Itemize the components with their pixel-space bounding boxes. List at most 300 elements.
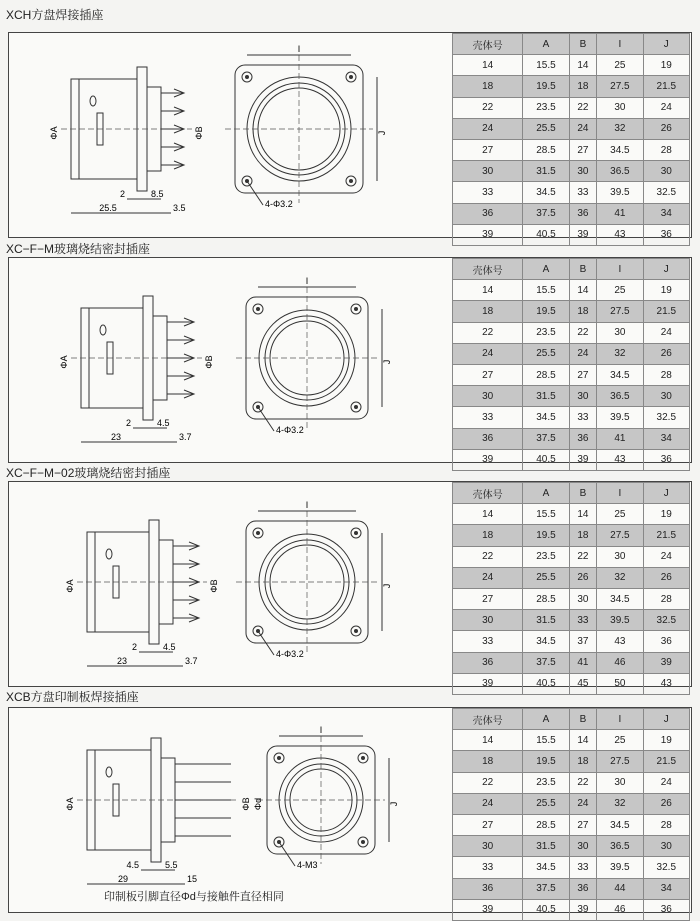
table-cell: 18 — [453, 751, 523, 772]
table-row — [453, 652, 690, 673]
table-cell: 28.5 — [523, 588, 569, 609]
table-cell: 32 — [597, 118, 643, 139]
table-row — [453, 878, 690, 899]
table-cell: 14 — [569, 504, 596, 525]
table-cell: 32 — [597, 567, 643, 588]
table-cell: 41 — [569, 652, 596, 673]
spec-table-xcb — [452, 708, 690, 921]
table-cell: 36 — [453, 428, 523, 449]
table-cell: 18 — [569, 301, 596, 322]
table-cell: 30 — [569, 386, 596, 407]
mounting-hole-center — [361, 756, 365, 760]
phiB-label: ΦB — [209, 579, 219, 593]
table-cell: 34.5 — [597, 139, 643, 160]
table-cell: 41 — [597, 428, 643, 449]
hole-callout: 4-Φ3.2 — [276, 425, 304, 435]
table-cell: 46 — [597, 899, 643, 920]
hole-callout: 4-Φ3.2 — [265, 199, 293, 209]
table-cell: 18 — [569, 76, 596, 97]
table-cell: 30 — [453, 836, 523, 857]
table-cell: 19 — [643, 55, 689, 76]
table-cell: 30 — [643, 161, 689, 182]
table-cell: 30 — [569, 836, 596, 857]
table-cell: 30 — [597, 772, 643, 793]
phiB-label: ΦB — [194, 126, 204, 140]
table-cell: 28 — [643, 364, 689, 385]
panel-xcfm — [8, 257, 692, 466]
table-cell: 28 — [643, 588, 689, 609]
dim-right: 3.7 — [179, 432, 192, 442]
column-header: B — [569, 259, 596, 280]
I-label: I — [297, 44, 301, 54]
column-header: I — [597, 259, 643, 280]
table-cell: 33 — [569, 857, 596, 878]
table-cell: 23.5 — [523, 322, 569, 343]
table-cell: 25 — [597, 730, 643, 751]
mounting-hole-center — [354, 307, 358, 311]
phiA-label: ΦA — [59, 355, 69, 369]
column-header: A — [523, 483, 569, 504]
table-cell: 24 — [643, 97, 689, 118]
table-cell: 36 — [453, 203, 523, 224]
table-cell: 44 — [597, 878, 643, 899]
column-header: J — [643, 483, 689, 504]
table-row — [453, 97, 690, 118]
I-label: I — [305, 500, 309, 510]
table-row — [453, 588, 690, 609]
dim-right: 3.7 — [185, 656, 198, 666]
table-cell: 32 — [597, 343, 643, 364]
table-cell: 24 — [453, 567, 523, 588]
column-header: I — [597, 483, 643, 504]
mounting-hole-center — [349, 75, 353, 79]
table-row — [453, 76, 690, 97]
table-cell: 19.5 — [523, 301, 569, 322]
column-header: 壳体号 — [453, 709, 523, 730]
table-row — [453, 525, 690, 546]
table-cell: 36 — [643, 224, 689, 245]
table-cell: 36 — [643, 631, 689, 652]
table-cell: 46 — [597, 652, 643, 673]
table-cell: 31.5 — [523, 386, 569, 407]
table-cell: 27 — [453, 814, 523, 835]
table-cell: 37.5 — [523, 203, 569, 224]
mounting-hole-center — [277, 756, 281, 760]
section-title-xcfm: XC−F−M玻璃烧结密封插座 — [6, 242, 151, 256]
column-header: 壳体号 — [453, 259, 523, 280]
table-cell: 30 — [597, 546, 643, 567]
table-cell: 34 — [643, 428, 689, 449]
table-cell: 14 — [569, 55, 596, 76]
mounting-hole-center — [354, 405, 358, 409]
table-cell: 14 — [453, 730, 523, 751]
J-label: J — [377, 130, 387, 136]
mounting-hole-center — [245, 75, 249, 79]
table-cell: 24 — [569, 793, 596, 814]
mounting-hole-center — [354, 531, 358, 535]
hole-callout: 4-Φ3.2 — [276, 649, 304, 659]
table-cell: 27.5 — [597, 525, 643, 546]
pcb-pin-note: 印制板引脚直径Φd与接触件直径相同 — [104, 891, 284, 903]
table-cell: 19 — [643, 730, 689, 751]
table-cell: 32.5 — [643, 182, 689, 203]
spec-table-xcfm — [452, 258, 690, 471]
table-cell: 39 — [453, 899, 523, 920]
table-cell: 45 — [569, 673, 596, 694]
key-mark — [100, 325, 106, 335]
table-cell: 37 — [569, 631, 596, 652]
table-cell: 36 — [569, 878, 596, 899]
table-cell: 34.5 — [597, 814, 643, 835]
table-cell: 39.5 — [597, 610, 643, 631]
table-cell: 22 — [569, 322, 596, 343]
table-cell: 31.5 — [523, 610, 569, 631]
table-cell: 26 — [643, 567, 689, 588]
table-cell: 24 — [453, 118, 523, 139]
table-cell: 30 — [453, 610, 523, 631]
table-header-row — [453, 483, 690, 504]
I-label: I — [319, 725, 323, 735]
table-row — [453, 203, 690, 224]
J-label: J — [382, 583, 392, 589]
table-cell: 22 — [453, 322, 523, 343]
column-header: A — [523, 259, 569, 280]
table-row — [453, 386, 690, 407]
table-cell: 30 — [569, 588, 596, 609]
table-cell: 33 — [569, 182, 596, 203]
table-cell: 41 — [597, 203, 643, 224]
table-cell: 21.5 — [643, 525, 689, 546]
panel-xcfm02 — [8, 481, 692, 690]
dim-total: 25.5 — [99, 203, 117, 213]
table-cell: 25.5 — [523, 118, 569, 139]
table-cell: 22 — [453, 772, 523, 793]
key-mark — [106, 549, 112, 559]
column-header: A — [523, 709, 569, 730]
table-cell: 28.5 — [523, 139, 569, 160]
table-cell: 26 — [569, 567, 596, 588]
table-cell: 36 — [569, 428, 596, 449]
dim-left-small: 2 — [131, 642, 137, 652]
table-cell: 24 — [453, 343, 523, 364]
phiA-label: ΦA — [49, 126, 59, 140]
table-cell: 39.5 — [597, 407, 643, 428]
phiB-label: ΦB — [241, 797, 251, 811]
table-row — [453, 836, 690, 857]
phiA-label: ΦA — [65, 579, 75, 593]
table-cell: 32.5 — [643, 857, 689, 878]
section-title-xcfm02: XC−F−M−02玻璃烧结密封插座 — [6, 466, 171, 480]
table-cell: 24 — [643, 772, 689, 793]
table-cell: 19.5 — [523, 525, 569, 546]
key-mark — [90, 96, 96, 106]
table-row — [453, 730, 690, 751]
table-cell: 34.5 — [597, 364, 643, 385]
table-cell: 36.5 — [597, 836, 643, 857]
table-cell: 33 — [453, 857, 523, 878]
table-row — [453, 343, 690, 364]
table-row — [453, 504, 690, 525]
column-header: J — [643, 259, 689, 280]
table-cell: 43 — [643, 673, 689, 694]
table-cell: 32.5 — [643, 610, 689, 631]
table-cell: 19.5 — [523, 751, 569, 772]
table-cell: 27 — [453, 364, 523, 385]
table-cell: 18 — [453, 301, 523, 322]
table-cell: 18 — [569, 525, 596, 546]
column-header: B — [569, 34, 596, 55]
column-header: 壳体号 — [453, 34, 523, 55]
table-cell: 26 — [643, 343, 689, 364]
table-cell: 39 — [569, 449, 596, 470]
table-cell: 25.5 — [523, 343, 569, 364]
table-cell: 43 — [597, 631, 643, 652]
table-row — [453, 793, 690, 814]
table-row — [453, 224, 690, 245]
column-header: I — [597, 34, 643, 55]
table-cell: 25.5 — [523, 793, 569, 814]
table-cell: 40.5 — [523, 899, 569, 920]
table-row — [453, 567, 690, 588]
table-cell: 23.5 — [523, 772, 569, 793]
table-cell: 19 — [643, 504, 689, 525]
dim-left-small: 2 — [125, 418, 131, 428]
table-cell: 18 — [569, 751, 596, 772]
table-row — [453, 449, 690, 470]
phiA-label: ΦA — [65, 797, 75, 811]
table-cell: 22 — [569, 772, 596, 793]
table-row — [453, 118, 690, 139]
table-cell: 22 — [453, 546, 523, 567]
drawing-xcb — [9, 708, 447, 912]
table-cell: 39 — [569, 224, 596, 245]
table-row — [453, 899, 690, 920]
dim-mid: 4.5 — [157, 418, 170, 428]
table-cell: 22 — [569, 97, 596, 118]
table-cell: 34.5 — [523, 857, 569, 878]
table-cell: 23.5 — [523, 97, 569, 118]
table-cell: 15.5 — [523, 55, 569, 76]
table-cell: 14 — [569, 730, 596, 751]
table-cell: 30 — [453, 161, 523, 182]
table-row — [453, 610, 690, 631]
table-row — [453, 280, 690, 301]
J-label: J — [389, 801, 399, 807]
table-cell: 36 — [569, 203, 596, 224]
table-cell: 37.5 — [523, 652, 569, 673]
table-cell: 50 — [597, 673, 643, 694]
table-cell: 33 — [453, 631, 523, 652]
table-cell: 24 — [643, 322, 689, 343]
table-cell: 40.5 — [523, 673, 569, 694]
table-row — [453, 428, 690, 449]
hole-callout: 4-M3 — [297, 860, 318, 870]
table-cell: 40.5 — [523, 224, 569, 245]
table-cell: 26 — [643, 118, 689, 139]
table-cell: 31.5 — [523, 836, 569, 857]
table-cell: 39 — [453, 449, 523, 470]
table-cell: 27.5 — [597, 301, 643, 322]
dim-right: 15 — [187, 874, 198, 884]
table-cell: 18 — [453, 76, 523, 97]
table-cell: 14 — [453, 280, 523, 301]
J-label: J — [382, 359, 392, 365]
dim-mid: 4.5 — [163, 642, 176, 652]
table-cell: 39 — [643, 652, 689, 673]
table-cell: 32 — [597, 793, 643, 814]
table-cell: 30 — [597, 322, 643, 343]
table-row — [453, 161, 690, 182]
panel-xcb — [8, 707, 692, 916]
column-header: A — [523, 34, 569, 55]
table-cell: 30 — [453, 386, 523, 407]
phiB-label: ΦB — [204, 355, 214, 369]
drawing-xcfm — [9, 258, 447, 462]
table-cell: 34.5 — [523, 407, 569, 428]
table-cell: 33 — [453, 182, 523, 203]
table-cell: 36 — [643, 449, 689, 470]
table-cell: 39 — [453, 673, 523, 694]
table-cell: 22 — [569, 546, 596, 567]
table-cell: 36.5 — [597, 386, 643, 407]
table-cell: 24 — [643, 546, 689, 567]
table-cell: 27 — [453, 139, 523, 160]
table-cell: 27 — [569, 814, 596, 835]
column-header: B — [569, 483, 596, 504]
table-row — [453, 772, 690, 793]
table-header-row — [453, 259, 690, 280]
table-cell: 33 — [569, 407, 596, 428]
table-cell: 34.5 — [597, 588, 643, 609]
table-cell: 30 — [569, 161, 596, 182]
phid-label: Φd — [253, 797, 263, 811]
table-row — [453, 751, 690, 772]
table-row — [453, 364, 690, 385]
dim-left-small: 2 — [119, 189, 125, 199]
table-cell: 39.5 — [597, 857, 643, 878]
table-cell: 36.5 — [597, 161, 643, 182]
table-cell: 15.5 — [523, 730, 569, 751]
mounting-hole-center — [256, 307, 260, 311]
mounting-hole-center — [256, 531, 260, 535]
table-cell: 18 — [453, 525, 523, 546]
dim-right: 3.5 — [173, 203, 186, 213]
table-cell: 33 — [453, 407, 523, 428]
table-cell: 37.5 — [523, 878, 569, 899]
table-row — [453, 631, 690, 652]
table-cell: 36 — [453, 652, 523, 673]
table-cell: 33 — [569, 610, 596, 631]
table-row — [453, 407, 690, 428]
table-cell: 36 — [453, 878, 523, 899]
table-cell: 39.5 — [597, 182, 643, 203]
table-cell: 34.5 — [523, 182, 569, 203]
column-header: 壳体号 — [453, 483, 523, 504]
table-cell: 24 — [569, 118, 596, 139]
table-cell: 34 — [643, 203, 689, 224]
table-cell: 34.5 — [523, 631, 569, 652]
table-cell: 43 — [597, 449, 643, 470]
mounting-hole-center — [361, 840, 365, 844]
table-cell: 40.5 — [523, 449, 569, 470]
section-title-xcb: XCB方盘印制板焊接插座 — [6, 690, 139, 704]
dim-mid: 5.5 — [165, 860, 178, 870]
table-cell: 21.5 — [643, 301, 689, 322]
dim-total: 23 — [110, 432, 122, 442]
table-cell: 15.5 — [523, 280, 569, 301]
column-header: I — [597, 709, 643, 730]
table-row — [453, 546, 690, 567]
table-cell: 21.5 — [643, 76, 689, 97]
table-cell: 22 — [453, 97, 523, 118]
table-row — [453, 301, 690, 322]
table-cell: 39 — [569, 899, 596, 920]
panel-xch — [8, 32, 692, 241]
spec-table-xch — [452, 33, 690, 246]
table-header-row — [453, 709, 690, 730]
table-cell: 24 — [569, 343, 596, 364]
dim-left-small: 4.5 — [126, 860, 139, 870]
column-header: J — [643, 34, 689, 55]
table-row — [453, 673, 690, 694]
table-cell: 36 — [643, 899, 689, 920]
table-cell: 30 — [643, 386, 689, 407]
table-cell: 28.5 — [523, 364, 569, 385]
dim-total: 29 — [117, 874, 129, 884]
dim-total: 23 — [116, 656, 128, 666]
table-row — [453, 182, 690, 203]
mounting-hole-center — [349, 179, 353, 183]
table-cell: 14 — [569, 280, 596, 301]
table-cell: 28 — [643, 814, 689, 835]
table-cell: 27.5 — [597, 751, 643, 772]
table-cell: 27 — [453, 588, 523, 609]
section-title-xch: XCH方盘焊接插座 — [6, 8, 104, 22]
table-cell: 19 — [643, 280, 689, 301]
key-mark — [106, 767, 112, 777]
table-cell: 25.5 — [523, 567, 569, 588]
table-cell: 26 — [643, 793, 689, 814]
table-cell: 28 — [643, 139, 689, 160]
table-cell: 31.5 — [523, 161, 569, 182]
drawing-xcfm02 — [9, 482, 447, 686]
table-cell: 30 — [597, 97, 643, 118]
table-cell: 19.5 — [523, 76, 569, 97]
table-row — [453, 139, 690, 160]
mounting-hole-center — [354, 629, 358, 633]
table-cell: 37.5 — [523, 428, 569, 449]
table-row — [453, 322, 690, 343]
spec-table-xcfm02 — [452, 482, 690, 695]
table-row — [453, 55, 690, 76]
table-cell: 24 — [453, 793, 523, 814]
column-header: J — [643, 709, 689, 730]
I-label: I — [305, 276, 309, 286]
table-cell: 27 — [569, 139, 596, 160]
table-cell: 30 — [643, 836, 689, 857]
table-cell: 14 — [453, 504, 523, 525]
table-cell: 21.5 — [643, 751, 689, 772]
table-cell: 28.5 — [523, 814, 569, 835]
table-cell: 14 — [453, 55, 523, 76]
table-cell: 23.5 — [523, 546, 569, 567]
table-cell: 25 — [597, 280, 643, 301]
table-row — [453, 814, 690, 835]
table-cell: 27.5 — [597, 76, 643, 97]
table-cell: 25 — [597, 55, 643, 76]
table-row — [453, 857, 690, 878]
table-cell: 15.5 — [523, 504, 569, 525]
